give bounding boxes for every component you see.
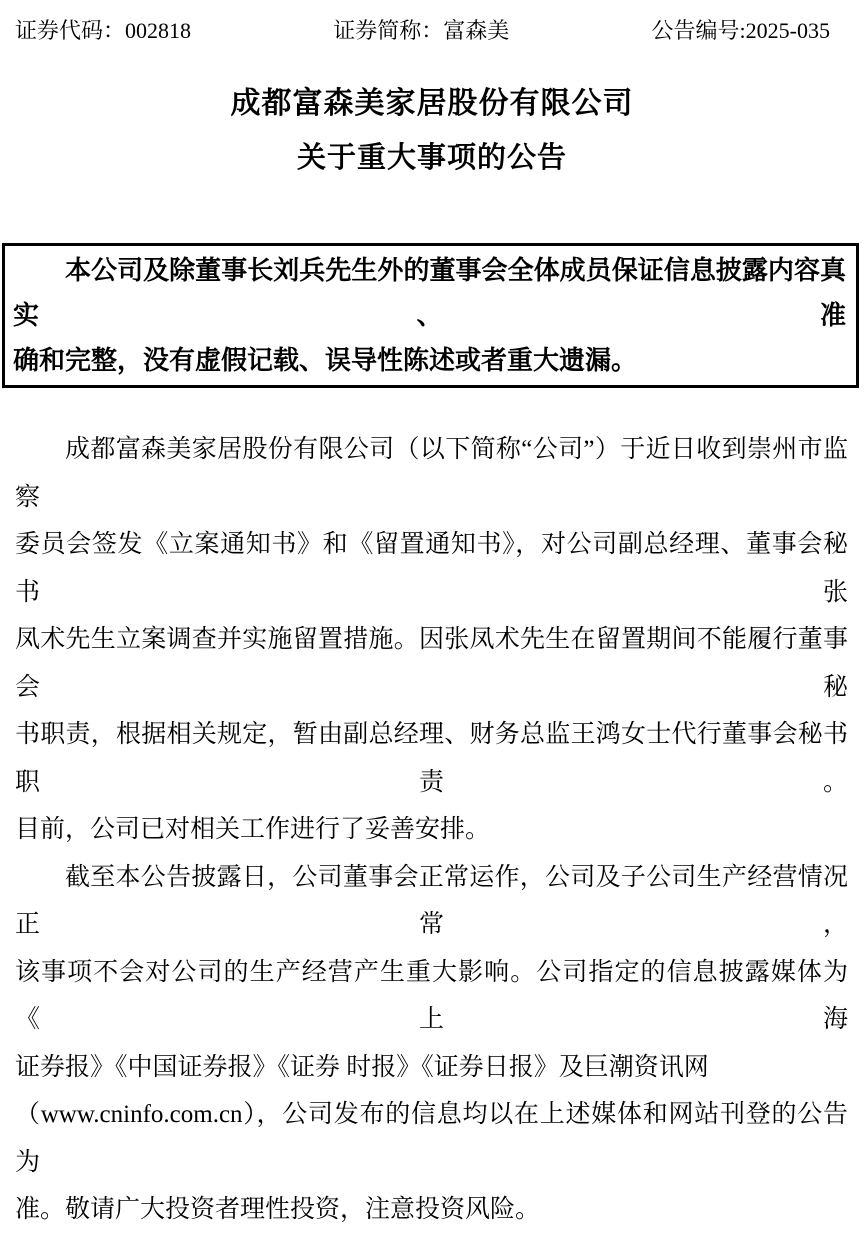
company-title: 成都富森美家居股份有限公司 bbox=[230, 87, 634, 120]
body-line: 凤术先生立案调查并实施留置措施。因张凤术先生在留置期间不能履行董事会秘 bbox=[15, 626, 848, 701]
body-line: 书职责，根据相关规定，暂由副总经理、财务总监王鸿女士代行董事会秘书职责。 bbox=[15, 721, 848, 796]
disclaimer-line: 本公司及除董事长刘兵先生外的董事会全体成员保证信息披露内容真实、准 bbox=[13, 256, 846, 330]
stock-code: 证券代码：002818 bbox=[15, 18, 192, 43]
body-text bbox=[15, 426, 848, 1234]
stock-name: 证券简称：富森美 bbox=[333, 18, 510, 43]
body-line: 目前，公司已对相关工作进行了妥善安排。 bbox=[15, 816, 491, 843]
body-line: 截至本公告披露日，公司董事会正常运作，公司及子公司生产经营情况正常， bbox=[15, 863, 848, 938]
disclaimer-line: 确和完整，没有虚假记载、误导性陈述或者重大遗漏。 bbox=[13, 346, 638, 375]
body-line: 该事项不会对公司的生产经营产生重大影响。公司指定的信息披露媒体为《上海 bbox=[15, 958, 848, 1033]
body-paragraph-1 bbox=[15, 426, 848, 854]
body-line: 委员会签发《立案通知书》和《留置通知书》，对公司副总经理、董事会秘书张 bbox=[15, 531, 848, 606]
announcement-number: 公告编号:2025-035 bbox=[651, 18, 830, 43]
disclaimer-box bbox=[2, 243, 859, 388]
body-line: 准。敬请广大投资者理性投资，注意投资风险。 bbox=[15, 1196, 541, 1223]
body-line: （www.cninfo.com.cn），公司发布的信息均以在上述媒体和网站刊登的公告为 bbox=[15, 1101, 848, 1176]
body-paragraph-2 bbox=[15, 854, 848, 1234]
announcement-title: 关于重大事项的公告 bbox=[296, 142, 567, 174]
body-line: 证券报》《中国证券报》《证券 时报》《证券日报》及巨潮资讯网 bbox=[15, 1053, 709, 1081]
document-header-row bbox=[0, 0, 864, 44]
body-line: 成都富森美家居股份有限公司（以下简称“公司”）于近日收到崇州市监察 bbox=[15, 436, 848, 511]
